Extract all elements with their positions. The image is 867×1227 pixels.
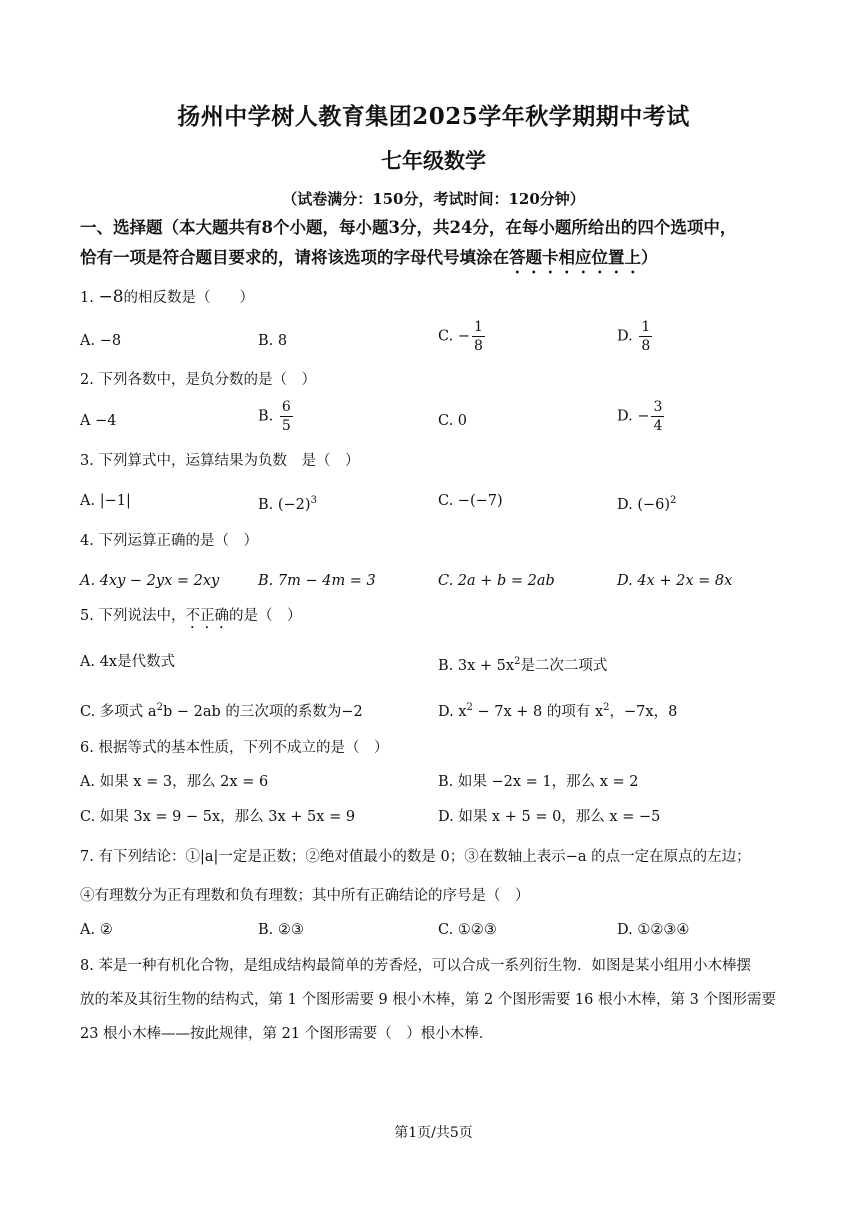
question-8-line1: 8. 苯是一种有机化合物，是组成结构最简单的芳香烃，可以合成一系列衍生物．如图是某小组用小木棒摆	[80, 958, 751, 974]
question-6-option-c[interactable]: C. 如果 3x = 9 − 5x，那么 3x + 5x = 9	[80, 809, 356, 825]
exam-title: 扬州中学树人教育集团2025学年秋学期期中考试	[177, 103, 690, 130]
question-5-stem: 5. 下列说法中，不正确的是（ ）	[80, 608, 302, 624]
question-2-option-b[interactable]: B. $\frac{6}{5}$	[258, 399, 291, 434]
question-2-stem: 2. 下列各数中，是负分数的是（ ）	[80, 372, 316, 388]
exam-info: （试卷满分：150分，考试时间：120分钟）	[282, 190, 585, 208]
question-1-option-b[interactable]: B. 8	[258, 333, 288, 349]
question-5-option-d[interactable]: D. $x^2 - 7x + 8$ 的项有 $x^2$，−7x，8	[438, 702, 678, 720]
question-6-option-d[interactable]: D. 如果 x + 5 = 0，那么 x = −5	[438, 809, 661, 825]
question-1-option-a[interactable]: A. −8	[80, 333, 122, 349]
section-heading-line2: 恰有一项是符合题目要求的，请将该选项的字母代号填涂在答题卡相应位置上）	[80, 248, 658, 267]
question-1-option-c[interactable]: C. − $\frac{1}{8}$	[438, 319, 483, 354]
question-8-line2: 放的苯及其衍生物的结构式，第 1 个图形需要 9 根小木棒，第 2 个图形需要 16 根小木棒，第 3 个图形需要	[80, 992, 776, 1008]
question-5-option-c[interactable]: C. 多项式 $a^2b - 2ab$ 的三次项的系数为−2	[80, 702, 363, 720]
question-3-option-c[interactable]: C. −(−7)	[438, 493, 503, 509]
question-7-option-b[interactable]: B. ②③	[258, 922, 304, 938]
question-3-option-a[interactable]: A. |−1|	[80, 493, 131, 509]
question-3-option-d[interactable]: D. $(-6)^2$	[617, 495, 677, 513]
question-4-stem: 4. 下列运算正确的是（ ）	[80, 533, 258, 549]
question-8-stem	[80, 949, 800, 1051]
question-6-stem: 6. 根据等式的基本性质，下列不成立的是（ ）	[80, 740, 389, 756]
question-7-option-d[interactable]: D. ①②③④	[617, 922, 690, 938]
question-3-option-b[interactable]: B. $(-2)^3$	[258, 495, 317, 513]
question-2-option-c[interactable]: C. 0	[438, 413, 468, 429]
emphasis-text: 答题卡相应位置上	[509, 248, 641, 267]
question-2-option-a[interactable]: A −4	[80, 413, 117, 429]
question-7-option-a[interactable]: A. ②	[80, 922, 113, 938]
question-5-option-b[interactable]: B. $3x + 5x^2$是二次二项式	[438, 656, 608, 674]
question-7-stem-line1: 7. 有下列结论：①|a|一定是正数；②绝对值最小的数是 0；③在数轴上表示−a 的点一定在原点的左边；	[80, 849, 751, 865]
question-6-option-a[interactable]: A. 如果 x = 3，那么 2x = 6	[80, 774, 269, 790]
question-1-option-d[interactable]: D. $\frac{1}{8}$	[617, 319, 651, 354]
question-2-option-d[interactable]: D. − $\frac{3}{4}$	[617, 399, 663, 434]
question-1-stem: 1. −8的相反数是（ ）	[80, 287, 255, 307]
question-4-option-a[interactable]: A. 4xy − 2yx = 2xy	[80, 573, 220, 589]
question-8-line3: 23 根小木棒——按此规律，第 21 个图形需要（ ）根小木棒．	[80, 1026, 494, 1042]
question-4-option-c[interactable]: C. 2a + b = 2ab	[438, 573, 555, 589]
page-footer: 第1页/共5页	[394, 1125, 473, 1141]
question-4-option-d[interactable]: D. 4x + 2x = 8x	[617, 573, 733, 589]
exam-subtitle: 七年级数学	[381, 148, 486, 173]
emphasis-text: 不正确	[185, 608, 229, 624]
question-7-option-c[interactable]: C. ①②③	[438, 922, 497, 938]
section-heading	[80, 213, 800, 277]
question-4-option-b[interactable]: B. 7m − 4m = 3	[258, 573, 376, 589]
question-5-option-a[interactable]: A. 4x是代数式	[80, 654, 176, 670]
question-7-stem-line2: ④有理数分为正有理数和负有理数；其中所有正确结论的序号是（ ）	[80, 888, 530, 904]
question-6-option-b[interactable]: B. 如果 −2x = 1，那么 x = 2	[438, 774, 639, 790]
question-3-stem: 3. 下列算式中，运算结果为负数 是（ ）	[80, 453, 360, 469]
section-heading-line1: 一、选择题（本大题共有8个小题，每小题3分，共24分，在每小题所给出的四个选项中，	[80, 218, 737, 237]
